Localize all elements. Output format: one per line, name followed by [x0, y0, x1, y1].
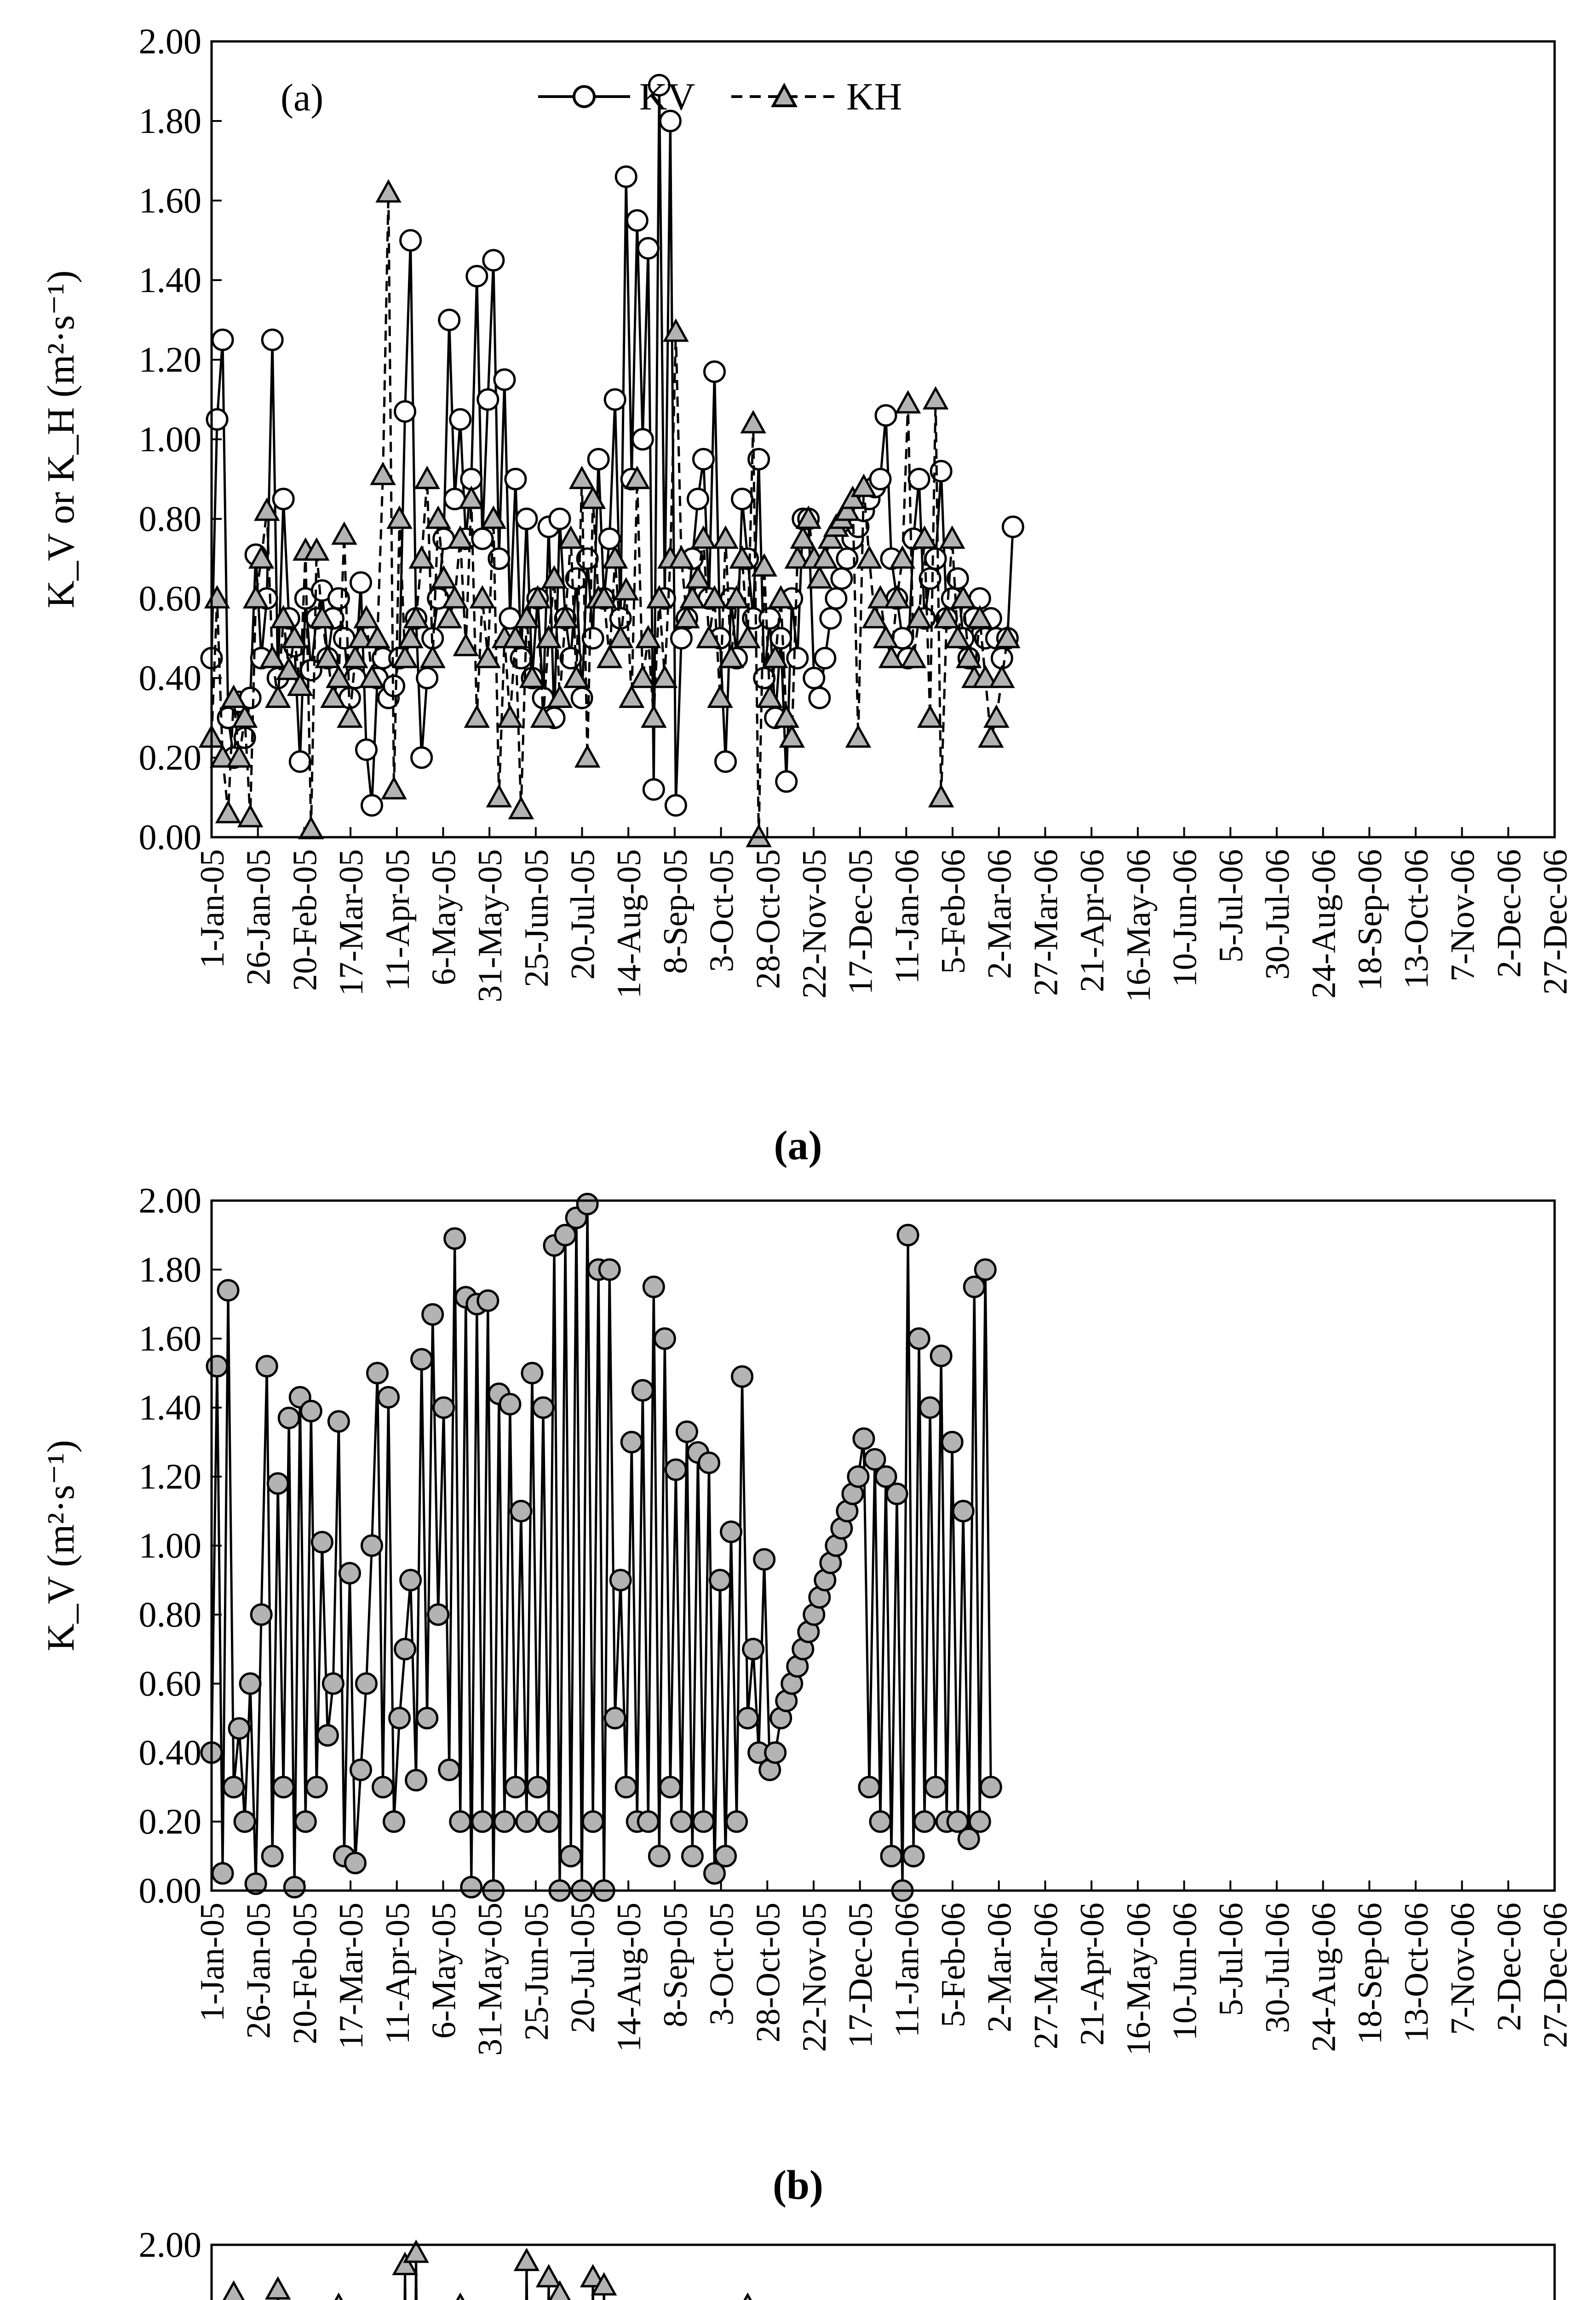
- data-point: [914, 1811, 935, 1832]
- y-tick-label: 1.00: [138, 1525, 201, 1565]
- y-tick-label: 1.40: [138, 260, 201, 300]
- data-point: [312, 1532, 332, 1552]
- data-point: [1003, 517, 1023, 537]
- data-point: [257, 1356, 277, 1376]
- x-tick-label: 6-May-05: [425, 849, 463, 985]
- x-tick-label: 20-Jul-05: [564, 849, 602, 980]
- data-point: [301, 1401, 321, 1421]
- x-tick-label: 14-Aug-05: [610, 849, 649, 999]
- x-tick-label: 8-Sep-05: [656, 849, 695, 974]
- data-point: [688, 489, 708, 509]
- data-point: [478, 1291, 498, 1311]
- y-tick-label: 1.20: [138, 1456, 201, 1496]
- data-point: [832, 569, 852, 589]
- x-tick-label: 11-Jan-06: [888, 1903, 926, 2038]
- data-point: [643, 779, 664, 799]
- x-axis-a: [194, 827, 1574, 1002]
- caption-b: (b): [773, 2162, 823, 2208]
- y-axis-b: [139, 1180, 222, 1910]
- y-tick-label: 1.00: [138, 419, 201, 459]
- legend-a: [538, 75, 902, 118]
- data-point: [924, 389, 947, 408]
- data-point: [677, 1422, 697, 1442]
- data-point: [356, 1673, 376, 1694]
- x-tick-label: 31-May-05: [471, 1903, 510, 2056]
- x-tick-label: 20-Jul-05: [564, 1903, 602, 2033]
- x-tick-label: 17-Mar-05: [333, 1903, 371, 2050]
- data-point: [909, 1328, 929, 1349]
- data-point: [854, 1429, 874, 1449]
- data-point: [765, 1742, 786, 1763]
- data-point: [561, 1846, 581, 1866]
- data-point: [406, 1770, 426, 1790]
- x-tick-label: 1-Jan-05: [194, 849, 231, 968]
- x-tick-label: 2-Mar-06: [981, 1903, 1019, 2033]
- data-point: [350, 572, 371, 592]
- data-point: [207, 1356, 227, 1376]
- data-point: [279, 1408, 299, 1428]
- data-point: [897, 392, 919, 412]
- data-point: [638, 238, 658, 259]
- data-point: [643, 1277, 664, 1297]
- data-point: [704, 362, 724, 382]
- data-point: [947, 569, 968, 589]
- x-tick-label: 22-Nov-05: [795, 849, 833, 999]
- x-tick-label: 22-Nov-05: [795, 1903, 833, 2052]
- data-point: [218, 1280, 238, 1300]
- legend-kh-label: KH: [846, 75, 902, 118]
- data-point: [383, 778, 405, 798]
- data-point: [212, 330, 233, 350]
- data-point: [412, 1349, 432, 1369]
- y-axis-label-a: K_V or K_H (m²·s⁻¹): [40, 270, 82, 609]
- data-point: [571, 468, 593, 488]
- data-point: [516, 2250, 538, 2270]
- data-point: [980, 727, 1002, 747]
- data-point: [560, 528, 582, 547]
- panel-label-a: (a): [281, 76, 324, 119]
- data-point: [356, 740, 376, 760]
- y-tick-label: 1.60: [138, 180, 201, 220]
- data-point: [804, 668, 824, 688]
- data-point: [925, 1777, 946, 1797]
- data-point: [981, 1777, 1001, 1797]
- x-tick-label: 10-Jun-06: [1166, 1903, 1204, 2041]
- x-axis-b: [194, 1880, 1574, 2056]
- data-point: [494, 369, 515, 390]
- data-point: [643, 707, 665, 727]
- data-point: [930, 787, 952, 806]
- data-point: [538, 2266, 560, 2286]
- data-point: [870, 1811, 890, 1832]
- data-point: [235, 1811, 255, 1832]
- data-point: [284, 1877, 304, 1898]
- x-tick-label: 28-Oct-05: [749, 849, 787, 989]
- data-point: [510, 798, 532, 818]
- data-point: [401, 1570, 421, 1590]
- chart-panel-b: [40, 1180, 1574, 2208]
- data-point: [599, 529, 620, 549]
- y-tick-label: 2.00: [138, 1180, 201, 1220]
- data-point: [466, 707, 488, 727]
- data-point: [975, 1259, 995, 1280]
- data-point: [654, 1328, 675, 1349]
- series-group-c: [201, 2242, 803, 2300]
- data-point: [379, 1387, 399, 1408]
- x-tick-label: 18-Sep-06: [1351, 849, 1389, 991]
- x-tick-label: 20-Feb-05: [286, 1903, 324, 2045]
- data-point: [605, 1708, 625, 1728]
- data-point: [434, 1397, 454, 1418]
- data-point: [494, 1811, 515, 1832]
- x-tick-label: 10-Jun-06: [1166, 849, 1204, 988]
- y-tick-label: 0.20: [138, 1801, 201, 1841]
- data-point: [333, 524, 355, 544]
- data-point: [412, 748, 432, 768]
- data-point: [373, 1777, 393, 1797]
- x-tick-label: 27-Dec-06: [1537, 1903, 1574, 2048]
- data-point: [328, 1411, 349, 1432]
- legend-kv-label: KV: [639, 75, 695, 118]
- x-tick-label: 13-Oct-06: [1397, 849, 1435, 989]
- x-tick-label: 2-Dec-06: [1490, 1903, 1528, 2031]
- data-point: [345, 1853, 365, 1873]
- data-point: [991, 667, 1013, 687]
- y-axis-label-b: K_V (m²·s⁻¹): [40, 1440, 82, 1651]
- data-point: [401, 230, 421, 251]
- x-tick-label: 16-May-06: [1119, 1903, 1158, 2056]
- x-tick-label: 30-Jul-06: [1258, 1903, 1297, 2033]
- data-point: [682, 1846, 702, 1866]
- data-point: [649, 1846, 669, 1866]
- data-point: [732, 1367, 752, 1387]
- data-point: [384, 1811, 404, 1832]
- data-point: [931, 1346, 951, 1366]
- data-point: [439, 310, 459, 330]
- x-tick-label: 27-Mar-06: [1027, 1903, 1065, 2050]
- data-point: [953, 1501, 973, 1521]
- x-tick-label: 31-May-05: [471, 849, 510, 1002]
- data-point: [423, 1305, 443, 1325]
- y-tick-label: 1.80: [138, 1249, 201, 1289]
- data-point: [887, 1484, 907, 1504]
- data-point: [660, 1777, 680, 1797]
- data-point: [588, 449, 609, 469]
- data-point: [395, 401, 415, 421]
- data-point: [970, 1811, 990, 1832]
- data-point: [362, 795, 382, 816]
- data-point: [505, 1777, 526, 1797]
- data-point: [224, 1777, 244, 1797]
- data-point: [362, 1535, 382, 1556]
- x-tick-label: 25-Jun-05: [517, 849, 556, 988]
- data-point: [273, 1777, 293, 1797]
- data-point: [522, 1363, 542, 1383]
- x-tick-label: 24-Aug-06: [1305, 849, 1343, 999]
- x-tick-label: 25-Jun-05: [517, 1903, 556, 2041]
- x-tick-label: 5-Jul-06: [1212, 849, 1251, 963]
- data-point: [488, 787, 510, 806]
- x-tick-label: 14-Aug-05: [610, 1903, 649, 2052]
- data-point: [268, 1473, 288, 1494]
- data-point: [438, 607, 460, 627]
- data-point: [350, 1760, 371, 1780]
- data-point: [848, 1466, 868, 1487]
- y-tick-label: 0.00: [138, 1870, 201, 1910]
- y-tick-label: 1.80: [138, 101, 201, 141]
- data-point: [809, 568, 831, 587]
- data-point: [472, 1811, 493, 1832]
- data-point: [428, 1604, 448, 1625]
- y-tick-label: 0.60: [138, 1663, 201, 1703]
- data-point: [500, 1394, 520, 1414]
- data-point: [737, 2295, 759, 2300]
- data-point: [461, 1877, 482, 1898]
- data-point: [693, 1811, 713, 1832]
- data-point: [223, 2283, 245, 2300]
- data-point: [666, 795, 686, 816]
- x-tick-label: 17-Dec-05: [842, 849, 880, 995]
- x-tick-label: 27-Mar-06: [1027, 849, 1065, 996]
- data-point: [671, 628, 691, 649]
- data-point: [898, 1225, 918, 1245]
- data-point: [671, 1811, 691, 1832]
- data-point: [743, 1639, 764, 1659]
- data-point: [721, 1522, 741, 1542]
- series-line-c: [212, 2253, 792, 2300]
- data-point: [776, 771, 797, 792]
- data-point: [621, 1432, 642, 1452]
- data-point: [732, 489, 752, 509]
- data-point: [821, 608, 841, 628]
- data-point: [738, 1708, 758, 1728]
- data-point: [366, 627, 388, 647]
- x-tick-label: 11-Jan-06: [888, 849, 926, 984]
- data-point: [616, 167, 636, 187]
- caption-a: (a): [774, 1123, 822, 1168]
- data-point: [859, 1777, 879, 1797]
- data-point: [539, 1811, 559, 1832]
- data-point: [327, 2295, 350, 2300]
- x-tick-label: 13-Oct-06: [1397, 1903, 1435, 2043]
- data-point: [467, 266, 487, 286]
- x-tick-label: 8-Sep-05: [656, 1903, 695, 2028]
- data-point: [616, 1777, 636, 1797]
- x-tick-label: 21-Apr-06: [1074, 1903, 1112, 2046]
- data-point: [390, 1708, 410, 1728]
- y-tick-label: 0.60: [138, 578, 201, 618]
- x-tick-label: 18-Sep-06: [1351, 1903, 1389, 2045]
- data-point: [742, 412, 764, 432]
- data-point: [693, 449, 713, 469]
- x-tick-label: 30-Jul-06: [1258, 849, 1297, 980]
- data-point: [754, 1549, 775, 1570]
- y-tick-label: 0.80: [138, 1594, 201, 1634]
- data-point: [472, 529, 493, 549]
- data-point: [942, 1432, 962, 1452]
- data-point: [262, 1846, 282, 1866]
- legend-kv-marker: [574, 86, 594, 107]
- x-tick-label: 3-Oct-05: [703, 1903, 741, 2026]
- x-tick-label: 26-Jan-05: [240, 1903, 278, 2039]
- data-point: [815, 648, 835, 668]
- data-point: [416, 468, 438, 488]
- data-point: [212, 1863, 233, 1884]
- x-tick-label: 5-Jul-06: [1212, 1903, 1251, 2016]
- data-point: [217, 802, 239, 822]
- data-point: [267, 687, 289, 707]
- data-point: [449, 2295, 471, 2300]
- data-point: [229, 1719, 249, 1739]
- x-tick-label: 11-Apr-05: [379, 1903, 417, 2045]
- chart-panel-a: [40, 21, 1574, 1168]
- data-point: [716, 752, 736, 772]
- data-point: [577, 1194, 597, 1214]
- data-point: [550, 509, 570, 529]
- data-point: [339, 1563, 360, 1583]
- data-point: [251, 1604, 271, 1625]
- data-point: [533, 1397, 553, 1418]
- series-group-a: [201, 75, 1023, 846]
- data-point: [511, 1501, 531, 1521]
- y-tick-label: 1.20: [138, 339, 201, 380]
- data-point: [787, 648, 808, 668]
- data-point: [920, 1397, 940, 1418]
- x-tick-label: 7-Nov-06: [1444, 849, 1482, 982]
- x-tick-label: 7-Nov-06: [1444, 1903, 1482, 2035]
- x-tick-label: 20-Feb-05: [286, 849, 324, 991]
- data-point: [240, 1673, 260, 1694]
- x-tick-label: 28-Oct-05: [749, 1903, 787, 2043]
- data-point: [206, 587, 228, 607]
- data-point: [710, 1570, 730, 1590]
- data-point: [505, 469, 526, 489]
- data-point: [881, 1846, 901, 1866]
- y-tick-label: 1.40: [138, 1387, 201, 1427]
- data-point: [262, 330, 282, 350]
- x-tick-label: 5-Feb-06: [935, 1903, 973, 2028]
- data-point: [427, 508, 449, 528]
- data-point: [323, 1673, 343, 1694]
- data-point: [598, 647, 620, 667]
- y-tick-label: 0.00: [138, 817, 201, 857]
- data-point: [576, 747, 598, 766]
- data-point: [610, 1570, 631, 1590]
- data-point: [627, 210, 647, 230]
- data-point: [903, 1846, 924, 1866]
- data-point: [290, 752, 310, 772]
- y-tick-label: 0.20: [138, 737, 201, 777]
- y-tick-label: 2.00: [138, 21, 201, 61]
- x-tick-label: 1-Jan-05: [194, 1903, 231, 2022]
- y-tick-label: 0.40: [138, 658, 201, 698]
- y-tick-label: 0.40: [138, 1732, 201, 1772]
- data-point: [483, 250, 504, 270]
- data-point: [367, 1363, 387, 1383]
- data-point: [517, 509, 537, 529]
- data-point: [239, 806, 261, 826]
- data-point: [826, 588, 846, 609]
- data-point: [417, 668, 437, 688]
- x-tick-label: 17-Mar-05: [333, 849, 371, 996]
- data-point: [395, 1639, 415, 1659]
- data-point: [528, 1777, 548, 1797]
- data-point: [925, 549, 946, 569]
- x-tick-label: 3-Oct-05: [703, 849, 741, 972]
- data-point: [478, 390, 498, 410]
- data-point: [583, 1811, 603, 1832]
- x-tick-label: 21-Apr-06: [1074, 849, 1112, 992]
- data-point: [771, 628, 791, 649]
- data-point: [417, 1708, 437, 1728]
- data-point: [422, 647, 444, 667]
- data-point: [876, 405, 896, 426]
- data-point: [439, 1760, 459, 1780]
- data-point: [339, 707, 361, 727]
- data-point: [632, 429, 653, 449]
- x-tick-label: 6-May-05: [425, 1903, 463, 2039]
- x-tick-label: 2-Mar-06: [981, 849, 1019, 979]
- data-point: [267, 2278, 289, 2298]
- x-tick-label: 11-Apr-05: [379, 849, 417, 991]
- x-tick-label: 26-Jan-05: [240, 849, 278, 985]
- y-axis-c: [139, 2225, 222, 2300]
- data-point: [317, 1725, 338, 1746]
- series-group-b: [201, 1194, 1001, 1901]
- data-point: [295, 1811, 316, 1832]
- data-point: [870, 469, 890, 489]
- data-point: [455, 635, 477, 655]
- data-point: [666, 1460, 686, 1480]
- data-point: [809, 688, 830, 708]
- data-point: [909, 469, 929, 489]
- x-tick-label: 27-Dec-06: [1537, 849, 1574, 995]
- data-point: [632, 1380, 653, 1401]
- y-tick-label: 1.60: [138, 1318, 201, 1358]
- chart-panel-c: [40, 2225, 1574, 2300]
- data-point: [620, 687, 643, 707]
- data-point: [445, 1229, 465, 1249]
- data-point: [699, 1453, 719, 1473]
- x-tick-label: 5-Feb-06: [935, 849, 973, 974]
- data-point: [207, 409, 227, 430]
- y-tick-label: 2.00: [138, 2225, 201, 2265]
- data-point: [638, 1811, 658, 1832]
- x-tick-label: 16-May-06: [1119, 849, 1158, 1002]
- y-tick-label: 0.80: [138, 499, 201, 539]
- data-point: [919, 707, 941, 727]
- data-point: [450, 409, 471, 430]
- x-tick-label: 24-Aug-06: [1305, 1903, 1343, 2052]
- data-point: [450, 1811, 471, 1832]
- data-point: [847, 727, 869, 747]
- data-point: [605, 390, 625, 410]
- data-point: [273, 489, 293, 509]
- data-point: [599, 1259, 620, 1280]
- data-point: [716, 1846, 736, 1866]
- data-point: [306, 1777, 327, 1797]
- data-point: [517, 1811, 537, 1832]
- data-point: [378, 182, 400, 201]
- x-tick-label: 2-Dec-06: [1490, 849, 1528, 978]
- data-point: [727, 1811, 747, 1832]
- x-tick-label: 17-Dec-05: [842, 1903, 880, 2048]
